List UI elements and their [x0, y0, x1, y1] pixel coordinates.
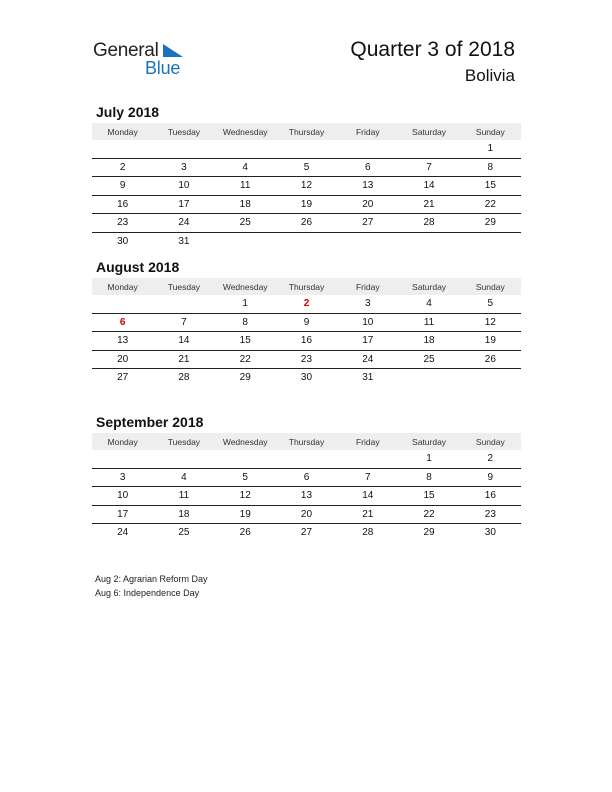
day-cell: 10 [178, 180, 190, 192]
week-row [92, 140, 521, 159]
day-cell: 9 [119, 180, 126, 192]
day-cell: 3 [119, 471, 126, 483]
day-cell: 9 [303, 316, 310, 328]
weekday-header-row [92, 433, 521, 450]
day-cell: 5 [487, 298, 494, 310]
day-cell: 8 [242, 316, 248, 328]
day-cell: 7 [364, 471, 371, 483]
week-row [92, 196, 521, 215]
day-cell: 20 [362, 198, 374, 210]
day-cell: 31 [178, 235, 190, 247]
day-cell: 31 [362, 372, 374, 384]
day-cell: 4 [181, 471, 187, 483]
day-cell: 11 [178, 490, 190, 502]
country-name: Bolivia [464, 66, 515, 85]
month-title: September 2018 [96, 414, 204, 430]
week-row [92, 233, 521, 251]
day-cell: 6 [303, 471, 310, 483]
day-cell: 3 [181, 161, 187, 173]
day-cell: 3 [364, 298, 371, 310]
week-row [92, 214, 521, 233]
day-cell: 28 [362, 527, 374, 539]
day-cell: 12 [484, 316, 496, 328]
day-cell: 19 [300, 198, 313, 210]
day-cell: 24 [117, 527, 129, 539]
day-cell: 19 [239, 508, 251, 520]
day-cell: 26 [239, 527, 251, 539]
weekday-label: Wednesday [222, 126, 268, 137]
day-cell: 25 [423, 353, 435, 365]
weekday-label: Saturday [412, 281, 447, 292]
day-cell: 1 [487, 143, 494, 155]
month-title: July 2018 [96, 104, 160, 120]
day-cell: 27 [117, 372, 129, 384]
weekday-label: Saturday [412, 126, 447, 137]
day-cell: 20 [117, 353, 129, 365]
weekday-label: Thursday [288, 436, 325, 447]
day-cell: 13 [117, 335, 129, 347]
day-cell: 18 [178, 508, 190, 520]
holiday-notes [95, 572, 208, 600]
day-cell: 22 [484, 198, 496, 210]
day-cell: 29 [423, 527, 435, 539]
day-cell: 30 [484, 527, 496, 539]
weekday-label: Friday [355, 126, 380, 137]
week-row [92, 332, 521, 351]
day-cell: 15 [423, 490, 435, 502]
day-cell: 16 [117, 198, 129, 210]
day-cell: 9 [487, 471, 494, 483]
page-title: Quarter 3 of 2018 [350, 38, 515, 61]
day-cell: 17 [117, 508, 129, 520]
week-row [92, 369, 521, 387]
week-row [92, 351, 521, 370]
week-row [92, 295, 521, 314]
weekday-label: Sunday [475, 281, 505, 292]
week-row [92, 450, 521, 469]
day-cell: 26 [300, 217, 313, 229]
day-cell: 25 [239, 217, 251, 229]
week-row [92, 177, 521, 196]
day-cell: 13 [300, 490, 313, 502]
weekday-label: Sunday [475, 126, 505, 137]
day-cell: 11 [240, 180, 251, 192]
day-cell: 28 [178, 372, 190, 384]
holiday-day-cell: 6 [119, 316, 126, 328]
day-cell: 22 [423, 508, 435, 520]
day-cell: 24 [178, 217, 190, 229]
day-cell: 30 [117, 235, 129, 247]
day-cell: 29 [239, 372, 251, 384]
day-cell: 12 [300, 180, 313, 192]
day-cell: 12 [239, 490, 251, 502]
day-cell: 11 [423, 316, 435, 328]
day-cell: 8 [426, 471, 432, 483]
day-cell: 22 [239, 353, 251, 365]
weekday-label: Wednesday [222, 436, 268, 447]
day-cell: 27 [362, 217, 374, 229]
day-cell: 30 [300, 372, 313, 384]
day-cell: 26 [484, 353, 496, 365]
holiday-day-cell: 2 [303, 298, 310, 310]
day-cell: 16 [300, 335, 313, 347]
week-row [92, 314, 521, 333]
logo-general-text: General [93, 40, 159, 61]
day-cell: 18 [423, 335, 435, 347]
holiday-note: Aug 2: Agrarian Reform Day [95, 574, 208, 584]
month-july [92, 102, 521, 250]
holiday-note: Aug 6: Independence Day [95, 588, 200, 598]
day-cell: 1 [426, 453, 432, 465]
weekday-label: Sunday [475, 436, 505, 447]
day-cell: 10 [362, 316, 374, 328]
day-cell: 14 [423, 180, 435, 192]
day-cell: 7 [181, 316, 187, 328]
day-cell: 5 [242, 471, 248, 483]
logo-blue-text: Blue [145, 58, 181, 78]
day-cell: 1 [242, 298, 248, 310]
day-cell: 4 [242, 161, 248, 173]
weekday-label: Wednesday [222, 281, 268, 292]
weekday-label: Monday [107, 436, 138, 447]
day-cell: 2 [119, 161, 126, 173]
day-cell: 24 [362, 353, 374, 365]
day-cell: 2 [487, 453, 494, 465]
day-cell: 21 [423, 198, 435, 210]
week-row [92, 159, 521, 178]
day-cell: 14 [362, 490, 374, 502]
logo [93, 40, 193, 80]
day-cell: 15 [239, 335, 251, 347]
weekday-header-row [92, 123, 521, 140]
day-cell: 21 [362, 508, 374, 520]
day-cell: 4 [426, 298, 432, 310]
weekday-label: Friday [355, 436, 380, 447]
weekday-label: Thursday [288, 126, 325, 137]
weekday-label: Tuesday [167, 281, 201, 292]
day-cell: 23 [484, 508, 496, 520]
weekday-label: Monday [107, 126, 138, 137]
week-row [92, 524, 521, 542]
month-september [92, 412, 521, 542]
weekday-label: Tuesday [167, 126, 201, 137]
day-cell: 7 [426, 161, 432, 173]
weekday-label: Saturday [412, 436, 447, 447]
day-cell: 10 [117, 490, 129, 502]
day-cell: 21 [178, 353, 190, 365]
day-cell: 6 [364, 161, 371, 173]
day-cell: 5 [303, 161, 310, 173]
day-cell: 23 [117, 217, 129, 229]
month-title: August 2018 [96, 259, 180, 275]
day-cell: 15 [484, 180, 496, 192]
day-cell: 23 [300, 353, 313, 365]
month-august [92, 257, 521, 387]
day-cell: 17 [178, 198, 190, 210]
logo-triangle-icon [161, 44, 183, 58]
week-row [92, 506, 521, 525]
day-cell: 29 [484, 217, 496, 229]
day-cell: 20 [300, 508, 313, 520]
weekday-label: Friday [355, 281, 380, 292]
weekday-label: Monday [107, 281, 138, 292]
week-row [92, 487, 521, 506]
day-cell: 13 [362, 180, 374, 192]
day-cell: 28 [423, 217, 435, 229]
day-cell: 25 [178, 527, 190, 539]
weekday-label: Tuesday [167, 436, 201, 447]
day-cell: 27 [300, 527, 313, 539]
day-cell: 17 [362, 335, 374, 347]
weekday-header-row [92, 278, 521, 295]
weekday-label: Thursday [288, 281, 325, 292]
day-cell: 18 [239, 198, 251, 210]
day-cell: 14 [178, 335, 190, 347]
day-cell: 8 [487, 161, 494, 173]
day-cell: 16 [484, 490, 496, 502]
week-row [92, 469, 521, 488]
day-cell: 19 [484, 335, 496, 347]
